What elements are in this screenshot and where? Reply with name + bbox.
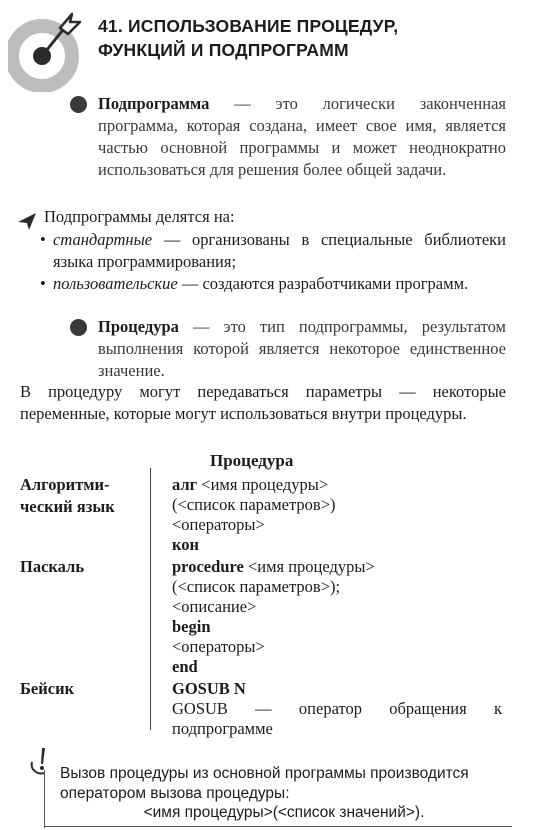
code-line: (<список параметров>): [172, 495, 336, 514]
item-term: пользовательские: [53, 274, 178, 293]
table-divider: [150, 468, 151, 730]
code-line: [172, 557, 375, 577]
bullet-dot-icon: [70, 319, 87, 336]
code-line: <описание>: [172, 597, 257, 616]
code-keyword: кон: [172, 535, 200, 554]
code-line: <операторы>: [172, 515, 265, 534]
subprogram-text: — это логически законченная программа, которая создана, имеет свое имя, является частью основной программы и может неоднократно использоваться для решения более общей задачи.: [98, 94, 506, 179]
subprogram-definition: [98, 93, 506, 181]
list-item: [40, 229, 506, 273]
label-line: Паскаль: [20, 557, 85, 576]
label-line: Алгоритми-: [20, 475, 110, 494]
item-text: — организованы в специальные библиотеки языка программирования;: [53, 230, 506, 271]
subprogram-types-list: [40, 229, 506, 295]
list-intro: Подпрограммы делятся на:: [44, 207, 235, 226]
row-label-basic: [20, 678, 74, 700]
code-line: [172, 475, 336, 495]
note-text: Вызов процедуры из основной программы производится оператором вызова процедуры:: [60, 765, 469, 802]
page-title: [98, 14, 398, 62]
item-term: стандартные: [53, 230, 153, 249]
code-text: <имя процедуры>: [243, 557, 375, 576]
exclamation-swirl-icon: [28, 746, 56, 776]
row-label-algorithmic: [20, 474, 115, 518]
code-algorithmic: [172, 475, 336, 555]
label-line: Бейсик: [20, 679, 75, 698]
note-syntax: <имя процедуры>(<список значений>).: [143, 804, 425, 821]
code-keyword: begin: [172, 617, 211, 636]
bullet-dot-icon: [70, 96, 87, 113]
note-frame-left: [44, 770, 45, 828]
code-keyword: алг: [172, 475, 198, 494]
code-keyword: end: [172, 657, 198, 676]
subprogram-term: Подпрограмма: [98, 94, 210, 113]
code-keyword: procedure: [172, 557, 244, 576]
code-basic: [172, 679, 502, 739]
table-title: Процедура: [210, 451, 294, 470]
list-item: [40, 273, 506, 295]
row-label-pascal: [20, 556, 84, 578]
code-text: <имя процедуры>: [197, 475, 329, 494]
note-frame-bottom: [44, 826, 512, 827]
procedure-term: Процедура: [98, 317, 179, 336]
procedure-text: — это тип подпрограммы, результатом выполнения которой является некоторое единственное значение.: [98, 317, 506, 380]
item-text: — создаются разработчиками программ.: [177, 274, 469, 293]
code-line: GOSUB — оператор обращения к подпрограмме: [172, 699, 502, 738]
parameters-paragraph: В процедуру могут передаваться параметры — некоторые переменные, которые могут использоваться внутри процедуры.: [20, 382, 506, 423]
code-line: <операторы>: [172, 637, 265, 656]
procedure-definition: [98, 316, 506, 382]
code-line: (<список параметров>);: [172, 577, 341, 596]
title-line-2: ФУНКЦИЙ И ПОДПРОГРАММ: [98, 40, 349, 60]
code-pascal: [172, 557, 375, 677]
code-keyword: GOSUB N: [172, 679, 246, 698]
title-line-1: 41. ИСПОЛЬЗОВАНИЕ ПРОЦЕДУР,: [98, 16, 399, 36]
target-dart-icon: [8, 10, 90, 92]
pencil-icon: [16, 210, 38, 232]
label-line: ческий язык: [20, 497, 115, 516]
